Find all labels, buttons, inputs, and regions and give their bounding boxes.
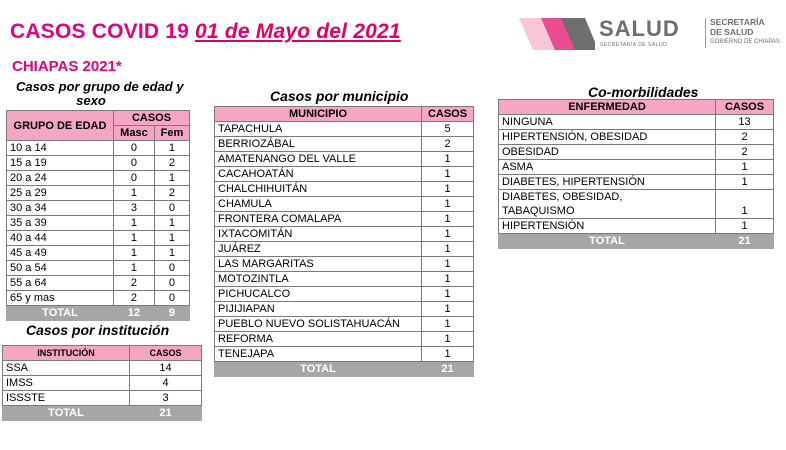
age-cell-group: 35 a 39	[7, 216, 114, 231]
age-cell-fem: 0	[154, 261, 189, 276]
comorbidities-cell-cases: 2	[716, 145, 774, 160]
municipality-cell-cases: 1	[422, 167, 474, 182]
age-cell-fem: 0	[154, 276, 189, 291]
municipality-cell-name: PIJIJIAPAN	[215, 302, 422, 317]
comorbidities-total-value: 21	[716, 234, 774, 249]
age-cell-group: 15 a 19	[7, 156, 114, 171]
municipality-cell-cases: 2	[422, 137, 474, 152]
age-cell-masc: 0	[114, 156, 155, 171]
age-cell-fem: 1	[154, 246, 189, 261]
institution-row	[3, 376, 202, 391]
municipality-table	[214, 106, 474, 377]
institution-table-body	[3, 361, 202, 406]
institution-cell-name: ISSSTE	[3, 391, 130, 406]
municipality-row	[215, 302, 474, 317]
municipality-row	[215, 137, 474, 152]
municipality-cell-name: TENEJAPA	[215, 347, 422, 362]
logo-word: SALUD	[599, 16, 680, 41]
municipality-cell-name: CHALCHIHUITÁN	[215, 182, 422, 197]
age-cell-group: 50 a 54	[7, 261, 114, 276]
age-cell-fem: 2	[154, 186, 189, 201]
age-cell-fem: 1	[154, 171, 189, 186]
comorbidities-section-title: Co-morbilidades	[588, 84, 699, 100]
municipality-header-cases: CASOS	[422, 107, 474, 122]
age-header-cases: CASOS	[114, 111, 190, 126]
comorbidities-row	[499, 160, 774, 175]
age-cell-masc: 3	[114, 201, 155, 216]
age-table-body	[7, 141, 190, 306]
municipality-row	[215, 197, 474, 212]
municipality-cell-cases: 1	[422, 287, 474, 302]
logo-emblem-icon	[515, 14, 595, 54]
age-cell-masc: 0	[114, 141, 155, 156]
age-row	[7, 156, 190, 171]
municipality-cell-name: JUÁREZ	[215, 242, 422, 257]
municipality-cell-cases: 1	[422, 257, 474, 272]
age-cell-fem: 0	[154, 291, 189, 306]
age-cell-masc: 1	[114, 246, 155, 261]
municipality-cell-cases: 1	[422, 197, 474, 212]
municipality-header-name: MUNICIPIO	[215, 107, 422, 122]
age-cell-masc: 2	[114, 291, 155, 306]
salud-logo	[515, 14, 783, 54]
title-date: 01 de Mayo del 2021	[195, 20, 401, 43]
age-cell-masc: 1	[114, 186, 155, 201]
age-cell-masc: 2	[114, 276, 155, 291]
municipality-cell-cases: 1	[422, 302, 474, 317]
municipality-cell-name: FRONTERA COMALAPA	[215, 212, 422, 227]
age-cell-masc: 1	[114, 231, 155, 246]
institution-total-row	[3, 406, 202, 421]
logo-right-line3: GOBIERNO DE CHIAPAS	[710, 39, 780, 45]
age-row	[7, 261, 190, 276]
municipality-row	[215, 287, 474, 302]
municipality-row	[215, 227, 474, 242]
comorbidities-header-name: ENFERMEDAD	[499, 100, 716, 115]
age-row	[7, 141, 190, 156]
comorbidities-cell-cases: 2	[716, 130, 774, 145]
age-total-fem: 9	[154, 306, 189, 321]
municipality-cell-cases: 1	[422, 212, 474, 227]
title-text: CASOS COVID 19	[10, 20, 190, 43]
comorbidities-cell-name: ASMA	[499, 160, 716, 175]
age-header-masc: Masc	[114, 126, 155, 141]
municipality-cell-name: AMATENANGO DEL VALLE	[215, 152, 422, 167]
municipality-cell-name: REFORMA	[215, 332, 422, 347]
municipality-row	[215, 332, 474, 347]
age-cell-group: 65 y mas	[7, 291, 114, 306]
institution-cell-cases: 4	[130, 376, 202, 391]
age-cell-masc: 1	[114, 261, 155, 276]
age-header-group: GRUPO DE EDAD	[7, 111, 114, 141]
institution-total-label: TOTAL	[3, 406, 130, 421]
municipality-section-title: Casos por municipio	[270, 88, 409, 104]
age-row	[7, 291, 190, 306]
comorbidities-cell-name: DIABETES, HIPERTENSIÓN	[499, 175, 716, 190]
comorbidities-cell-name: NINGUNA	[499, 115, 716, 130]
age-total-masc: 12	[114, 306, 155, 321]
municipality-row	[215, 122, 474, 137]
comorbidities-total-row	[499, 234, 774, 249]
age-cell-masc: 1	[114, 216, 155, 231]
age-header-fem: Fem	[154, 126, 189, 141]
comorbidities-cell-cases: 13	[716, 115, 774, 130]
municipality-cell-name: CACAHOATÁN	[215, 167, 422, 182]
age-cell-fem: 1	[154, 216, 189, 231]
comorbidities-cell-cases: 1	[716, 190, 774, 219]
age-section-title	[16, 80, 184, 108]
age-row	[7, 216, 190, 231]
age-title-line2: sexo	[76, 93, 106, 108]
age-cell-group: 25 a 29	[7, 186, 114, 201]
age-row	[7, 186, 190, 201]
municipality-cell-name: PUEBLO NUEVO SOLISTAHUACÁN	[215, 317, 422, 332]
page-title	[10, 20, 401, 44]
municipality-row	[215, 182, 474, 197]
comorbidities-cell-name: HIPERTENSIÓN, OBESIDAD	[499, 130, 716, 145]
institution-row	[3, 391, 202, 406]
institution-cell-cases: 14	[130, 361, 202, 376]
institution-cell-name: IMSS	[3, 376, 130, 391]
comorbidities-row	[499, 115, 774, 130]
age-row	[7, 231, 190, 246]
comorbidities-header-cases: CASOS	[716, 100, 774, 115]
comorbidities-total-label: TOTAL	[499, 234, 716, 249]
municipality-row	[215, 167, 474, 182]
comorbidities-table-body	[499, 115, 774, 234]
comorbidities-row	[499, 145, 774, 160]
municipality-row	[215, 317, 474, 332]
municipality-cell-name: PICHUCALCO	[215, 287, 422, 302]
logo-tagline: SECRETARÍA DE SALUD	[600, 42, 668, 48]
age-row	[7, 276, 190, 291]
logo-right-text	[710, 17, 780, 47]
institution-table	[2, 345, 202, 421]
age-cell-group: 45 a 49	[7, 246, 114, 261]
municipality-cell-name: LAS MARGARITAS	[215, 257, 422, 272]
comorbidities-cell-name	[499, 190, 716, 219]
municipality-cell-cases: 1	[422, 152, 474, 167]
age-cell-fem: 0	[154, 201, 189, 216]
age-cell-fem: 1	[154, 141, 189, 156]
comorbidities-cell-name-line2: TABAQUISMO	[502, 205, 575, 217]
municipality-row	[215, 242, 474, 257]
municipality-cell-cases: 1	[422, 227, 474, 242]
age-cell-fem: 2	[154, 156, 189, 171]
municipality-cell-cases: 1	[422, 317, 474, 332]
comorbidities-cell-name: OBESIDAD	[499, 145, 716, 160]
age-total-label: TOTAL	[7, 306, 114, 321]
comorbidities-cell-cases: 1	[716, 160, 774, 175]
age-row	[7, 171, 190, 186]
age-cell-group: 55 a 64	[7, 276, 114, 291]
age-cell-group: 20 a 24	[7, 171, 114, 186]
age-cell-masc: 0	[114, 171, 155, 186]
comorbidities-row	[499, 219, 774, 234]
municipality-cell-cases: 1	[422, 272, 474, 287]
municipality-cell-cases: 1	[422, 347, 474, 362]
municipality-cell-name: CHAMULA	[215, 197, 422, 212]
municipality-cell-name: MOTOZINTLA	[215, 272, 422, 287]
age-total-row	[7, 306, 190, 321]
comorbidities-cell-name: HIPERTENSIÓN	[499, 219, 716, 234]
comorbidities-row	[499, 130, 774, 145]
comorbidities-cell-cases: 1	[716, 219, 774, 234]
institution-header-name: INSTITUCIÓN	[3, 346, 130, 361]
age-cell-fem: 1	[154, 231, 189, 246]
municipality-cell-cases: 5	[422, 122, 474, 137]
age-cell-group: 10 a 14	[7, 141, 114, 156]
municipality-cell-name: BERRIOZÁBAL	[215, 137, 422, 152]
page-subtitle: CHIAPAS 2021*	[12, 58, 122, 75]
logo-right-line2: DE SALUD	[710, 27, 754, 37]
age-row	[7, 246, 190, 261]
municipality-cell-cases: 1	[422, 242, 474, 257]
municipality-cell-cases: 1	[422, 182, 474, 197]
institution-section-title: Casos por institución	[26, 322, 170, 338]
comorbidities-table	[498, 99, 774, 249]
comorbidities-row	[499, 175, 774, 190]
comorbidities-row	[499, 190, 774, 219]
logo-divider	[705, 18, 706, 48]
institution-row	[3, 361, 202, 376]
municipality-total-row	[215, 362, 474, 377]
municipality-row	[215, 347, 474, 362]
age-title-line1: Casos por grupo de edad y	[16, 79, 184, 94]
municipality-cell-name: IXTACOMITÁN	[215, 227, 422, 242]
municipality-total-label: TOTAL	[215, 362, 422, 377]
municipality-cell-cases: 1	[422, 332, 474, 347]
comorbidities-cell-cases: 1	[716, 175, 774, 190]
institution-header-cases: CASOS	[130, 346, 202, 361]
institution-cell-name: SSA	[3, 361, 130, 376]
age-cell-group: 30 a 34	[7, 201, 114, 216]
institution-cell-cases: 3	[130, 391, 202, 406]
municipality-row	[215, 272, 474, 287]
municipality-row	[215, 152, 474, 167]
logo-right-line1: SECRETARÍA	[710, 17, 765, 27]
comorbidities-cell-name-line1: DIABETES, OBESIDAD,	[502, 191, 623, 203]
municipality-row	[215, 212, 474, 227]
municipality-row	[215, 257, 474, 272]
age-row	[7, 201, 190, 216]
institution-total-value: 21	[130, 406, 202, 421]
age-cell-group: 40 a 44	[7, 231, 114, 246]
municipality-total-value: 21	[422, 362, 474, 377]
municipality-table-body	[215, 122, 474, 362]
municipality-cell-name: TAPACHULA	[215, 122, 422, 137]
age-table	[6, 110, 190, 321]
